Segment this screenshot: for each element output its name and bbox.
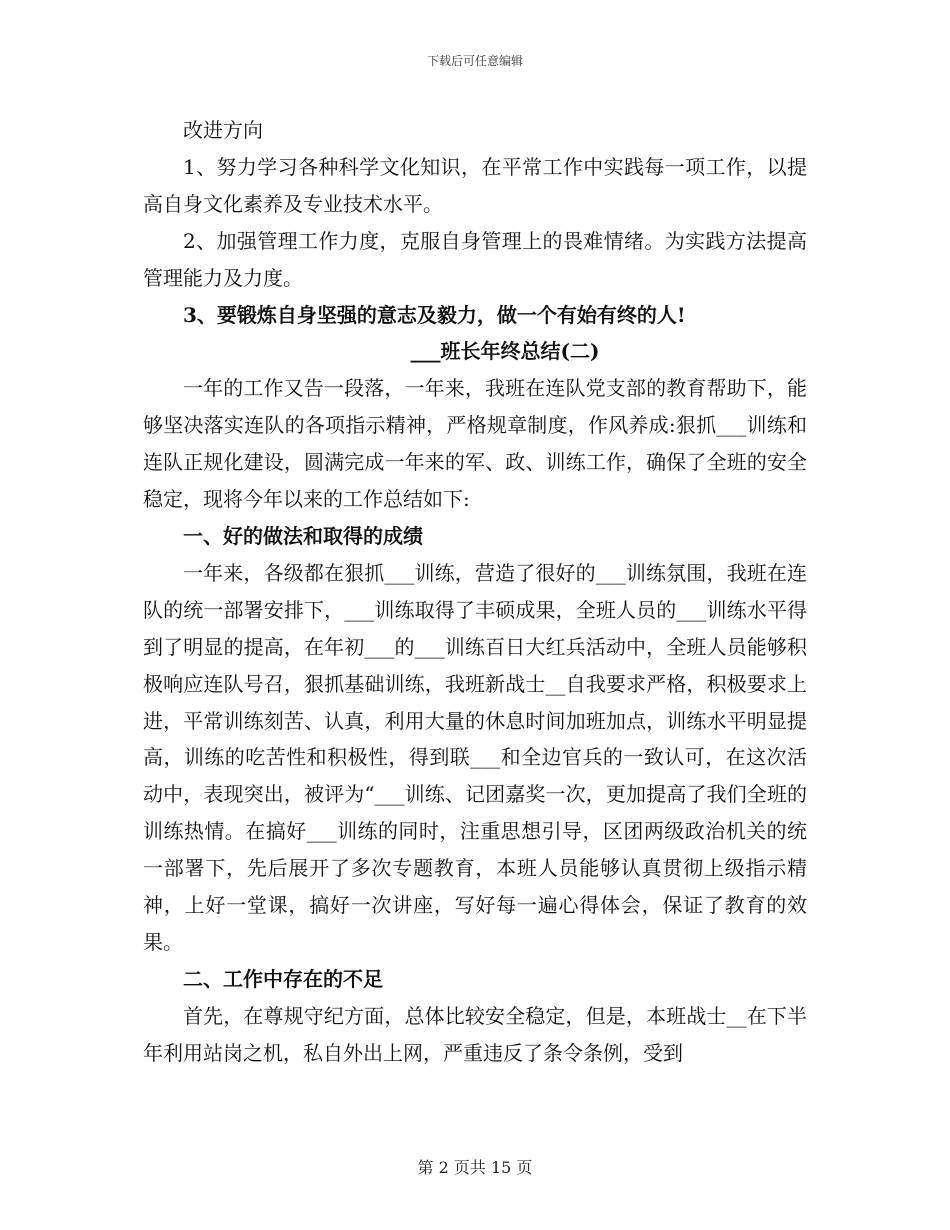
paragraph: 一年的工作又告一段落，一年来，我班在连队党支部的教育帮助下，能够坚决落实连队的各项指示精神，严格规章制度，作风养成:狠抓___训练和连队正规化建设，圆满完成一年来的军、政、训练工作，确保了全班的安全稳定，现将今年以来的工作总结如下: [143, 376, 807, 512]
section-heading: 一、好的做法和取得的成绩 [183, 523, 423, 548]
paragraph: 一年来，各级都在狠抓___训练，营造了很好的___训练氛围，我班在连队的统一部署安排下，___训练取得了丰硕成果，全班人员的___训练水平得到了明显的提高，在年初___的___训练百日大红兵活动中，全班人员能够积极响应连队号召，狠抓基础训练，我班新战士__自我要求严格，积极要求上进，平常训练刻苦、认真，利用大量的休息时间加班加点，训练水平明显提高，训练的吃苦性和积极性，得到联___和全边官兵的一致认可，在这次活动中，表现突出，被评为“___训练、记团嘉奖一次，更加提高了我们全班的训练热情。在搞好___训练的同时，注重思想引导，区团两级政治机关的统一部署下，先后展开了多次专题教育，本班人员能够认真贯彻上级指示精神，上好一堂课，搞好一次讲座，写好每一遍心得体会，保证了教育的效果。 [143, 560, 807, 954]
document-body [143, 112, 807, 1072]
section-heading: 二、工作中存在的不足 [183, 966, 383, 991]
paragraph: 1、努力学习各种科学文化知识，在平常工作中实践每一项工作，以提高自身文化素养及专业技术水平。 [143, 154, 807, 216]
bold-paragraph: 3、要锻炼自身坚强的意志及毅力，做一个有始有终的人! [183, 302, 686, 327]
section-title: ___班长年终总结(二) [410, 339, 600, 364]
page-number: 第 2 页共 15 页 [417, 1158, 533, 1177]
paragraph: 2、加强管理工作力度，克服自身管理上的畏难情绪。为实践方法提高管理能力及力度。 [143, 228, 807, 290]
page-header-note: 下载后可任意编辑 [426, 54, 523, 68]
paragraph: 改进方向 [183, 118, 263, 142]
paragraph: 首先，在尊规守纪方面，总体比较安全稳定，但是，本班战士__在下半年利用站岗之机，私自外出上网，严重违反了条令条例，受到 [143, 1003, 807, 1065]
